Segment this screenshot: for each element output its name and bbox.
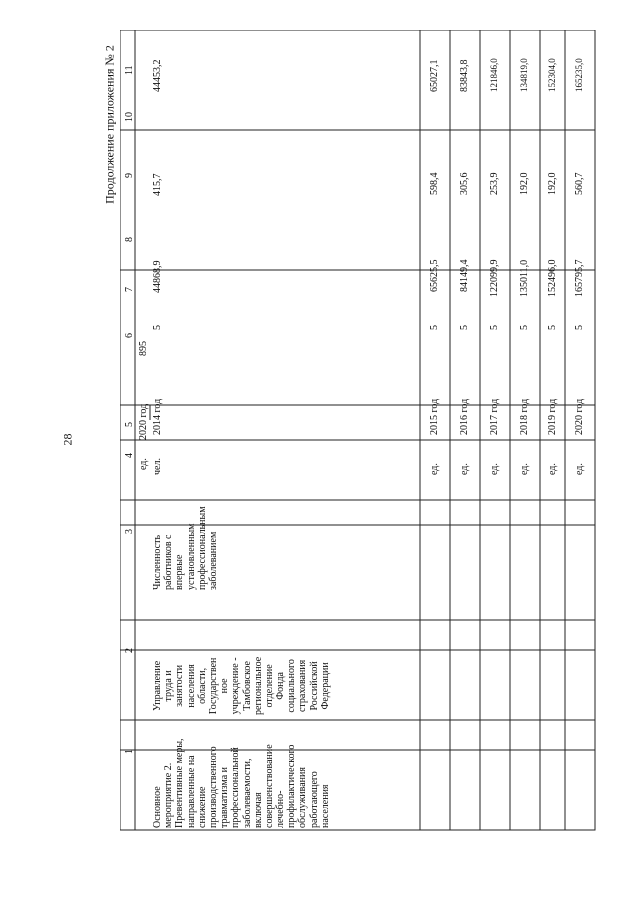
col-num-10: 10 (124, 112, 135, 122)
row-5-c11: 134819,0 (519, 58, 529, 92)
row-1-c7: 44868,9 (152, 260, 163, 293)
header-year: 2020 год (138, 403, 149, 440)
row-2-c7: 65625,5 (429, 259, 440, 292)
executor: Управление труда и занятости населения области, Государствен ное учреждение - Тамбовское региональное отделение Фонда социального страхования Российской Федерации (152, 656, 331, 715)
col-num-5: 5 (124, 422, 135, 427)
row-5-year: 2018 год (519, 398, 530, 435)
row-2-year: 2015 год (429, 398, 440, 435)
col-num-1: 1 (124, 749, 135, 754)
row-6-unit: ед. (547, 463, 558, 475)
row-2-c11: 65027,1 (429, 59, 440, 92)
row-6-c6: 5 (547, 325, 558, 330)
row-1-year: 2014 год (152, 398, 163, 435)
row-7-c11: 165235,0 (574, 58, 584, 92)
col-num-11: 11 (124, 65, 135, 75)
col-num-4: 4 (124, 453, 135, 458)
row-5-unit: ед. (519, 463, 530, 475)
col-num-8: 8 (124, 237, 135, 242)
row-1-c6: 5 (152, 325, 163, 330)
row-3-year: 2016 год (459, 398, 470, 435)
row-2-c9: 598,4 (429, 172, 440, 195)
row-1-c11: 44453,2 (152, 59, 163, 92)
row-7-c6: 5 (574, 325, 585, 330)
header-value: 895 (138, 341, 149, 356)
row-1-c9: 415,7 (152, 173, 163, 196)
header-unit: ед. (138, 458, 149, 470)
row-3-unit: ед. (459, 463, 470, 475)
row-2-unit: ед. (429, 463, 440, 475)
row-4-year: 2017 год (489, 398, 500, 435)
row-4-c7: 122099,9 (489, 259, 500, 297)
row-7-c9: 560,7 (574, 172, 585, 195)
row-6-c7: 152496,0 (547, 259, 558, 297)
row-4-c9: 253,9 (489, 172, 500, 195)
row-6-c11: 152304,0 (547, 58, 557, 92)
col-num-3: 3 (124, 529, 135, 534)
row-4-c6: 5 (489, 325, 500, 330)
row-2-c6: 5 (429, 325, 440, 330)
row-7-c7: 165795,7 (574, 259, 585, 297)
rotated-table (120, 30, 600, 850)
appendix-note: Продолжение приложения № 2 (102, 45, 117, 204)
row-3-c9: 305,6 (459, 172, 470, 195)
row-5-c9: 192,0 (519, 172, 530, 195)
row-7-year: 2020 год (574, 398, 585, 435)
row-6-c9: 192,0 (547, 172, 558, 195)
row-1-unit: чел. (152, 458, 163, 475)
row-5-c7: 135011,0 (519, 259, 530, 297)
measure-title: Основное мероприятие 2. Превентивные меры, направленные на снижение производственного травматизма и профессиональной заболеваемости, включая совершенствование лечебно- профилактического обслуживания работающего населения (152, 738, 331, 828)
col-num-6: 6 (124, 333, 135, 338)
row-6-year: 2019 год (547, 398, 558, 435)
table-grid (120, 30, 600, 850)
col-num-2: 2 (124, 648, 135, 653)
row-7-unit: ед. (574, 463, 585, 475)
indicator: Численность работников с впервые установленным профессиональным заболеванием (152, 506, 219, 590)
row-3-c11: 83843,8 (459, 59, 470, 92)
row-3-c6: 5 (459, 325, 470, 330)
row-4-unit: ед. (489, 463, 500, 475)
col-num-9: 9 (124, 173, 135, 178)
row-4-c11: 121846,0 (489, 58, 499, 92)
col-num-7: 7 (124, 287, 135, 292)
page-number: 28 (60, 433, 75, 446)
row-5-c6: 5 (519, 325, 530, 330)
row-3-c7: 84149,4 (459, 259, 470, 292)
